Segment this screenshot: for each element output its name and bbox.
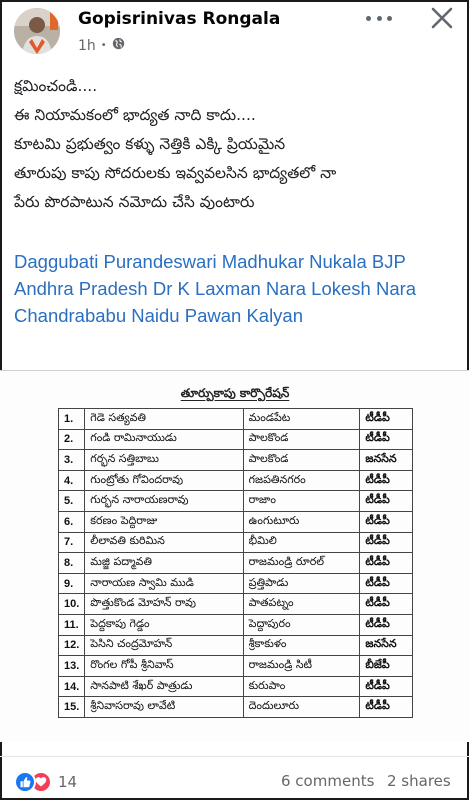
comments-count-link[interactable]: 6 comments (281, 772, 375, 790)
table-row (59, 491, 413, 512)
avatar[interactable] (14, 8, 60, 54)
meta-separator: • (100, 40, 107, 51)
party-cell: టీడీపీ (360, 491, 413, 512)
row-number-cell: 9. (59, 573, 85, 594)
constituency-cell: రాజమండ్రి సిటీ (243, 656, 360, 677)
row-number-cell: 1. (59, 409, 85, 430)
table-row (59, 573, 413, 594)
table-row (59, 511, 413, 532)
party-cell: బీజేపీ (360, 656, 413, 677)
table-row (59, 532, 413, 553)
post-text-line: ఈ నియామకంలో భాద్యత నాది కాదు.... (14, 106, 256, 124)
party-cell: టీడీపీ (360, 676, 413, 697)
table-row (59, 656, 413, 677)
constituency-cell: దెందులూరు (243, 697, 360, 718)
appointee-name-cell: పెసిని చంద్రమోహన్ (85, 635, 243, 656)
constituency-cell: శ్రీకాకుళం (243, 635, 360, 656)
party-cell: జనసేన (360, 450, 413, 471)
row-number-cell: 11. (59, 614, 85, 635)
reactions-summary[interactable] (14, 771, 77, 793)
row-number-cell: 4. (59, 470, 85, 491)
post-header (0, 0, 469, 62)
post-text (14, 72, 459, 217)
appointee-name-cell: గుర్భన నారాయణరావు (85, 491, 243, 512)
constituency-cell: మండపేట (243, 409, 360, 430)
party-cell: టీడీపీ (360, 532, 413, 553)
appointee-name-cell: సానపాటి శేఖర్ పాత్రుడు (85, 676, 243, 697)
constituency-cell: ప్రత్తిపాడు (243, 573, 360, 594)
party-cell: టీడీపీ (360, 470, 413, 491)
appointee-name-cell: పొత్తుకొండ మోహన్ రావు (85, 594, 243, 615)
appointee-name-cell: లీలావతి కురిమిన (85, 532, 243, 553)
constituency-cell: రాజమండ్రి రూరల్ (243, 553, 360, 574)
table-row (59, 553, 413, 574)
appointee-name-cell: కరణం పెద్దిరాజు (85, 511, 243, 532)
appointee-name-cell: గర్భన సత్తిబాబు (85, 450, 243, 471)
appointments-table (58, 408, 413, 718)
globe-icon (112, 37, 125, 54)
party-cell: టీడీపీ (360, 697, 413, 718)
row-number-cell: 10. (59, 594, 85, 615)
row-number-cell: 12. (59, 635, 85, 656)
table-row (59, 676, 413, 697)
constituency-cell: పాతపట్నం (243, 594, 360, 615)
row-number-cell: 5. (59, 491, 85, 512)
constituency-cell: పాలకొండ (243, 429, 360, 450)
party-cell: టీడీపీ (360, 409, 413, 430)
table-row (59, 409, 413, 430)
row-number-cell: 13. (59, 656, 85, 677)
post-text-line: క్షమించండి.... (14, 77, 98, 95)
like-reaction-icon (14, 771, 36, 793)
appointee-name-cell: పెద్దకాపు గెడ్డం (85, 614, 243, 635)
appointee-name-cell: నారాయణ స్వామి ముడి (85, 573, 243, 594)
appointee-name-cell: మజ్జి పద్మావతి (85, 553, 243, 574)
constituency-cell: పెద్దాపురం (243, 614, 360, 635)
party-cell: టీడీపీ (360, 573, 413, 594)
table-row (59, 635, 413, 656)
party-cell: టీడీపీ (360, 429, 413, 450)
row-number-cell: 8. (59, 553, 85, 574)
party-cell: టీడీపీ (360, 511, 413, 532)
table-row (59, 470, 413, 491)
constituency-cell: భీమిలి (243, 532, 360, 553)
constituency-cell: ఉంగుటూరు (243, 511, 360, 532)
post-text-line: కూటమి ప్రభుత్వం కళ్ళు నెత్తికి ఎక్కి ప్రియమైన (14, 135, 286, 153)
party-cell: టీడీపీ (360, 614, 413, 635)
row-number-cell: 7. (59, 532, 85, 553)
shares-count-link[interactable]: 2 shares (387, 772, 451, 790)
table-row (59, 450, 413, 471)
party-cell: టీడీపీ (360, 553, 413, 574)
row-number-cell: 3. (59, 450, 85, 471)
row-number-cell: 15. (59, 697, 85, 718)
post-text-line: పేరు పొరపాటున నమోదు చేసి వుంటారు (14, 193, 255, 211)
party-cell: జనసేన (360, 635, 413, 656)
post-footer (0, 756, 469, 800)
post-meta (78, 37, 125, 54)
constituency-cell: కురుపాం (243, 676, 360, 697)
appointee-name-cell: రొంగల గోపీ శ్రీనివాస్ (85, 656, 243, 677)
reaction-count: 14 (58, 773, 78, 791)
constituency-cell: రాజాం (243, 491, 360, 512)
post-text-line: తూరుపు కాపు సోదరులకు ఇవ్వవలసిన భాద్యతలో నా (14, 164, 337, 182)
author-name[interactable]: Gopisrinivas Rongala (78, 9, 281, 29)
appointee-name-cell: గండి రామినాయుడు (85, 429, 243, 450)
appointee-name-cell: గుంట్రోతు గోవిందరావు (85, 470, 243, 491)
constituency-cell: పాలకొండ (243, 450, 360, 471)
table-row (59, 594, 413, 615)
close-icon[interactable] (428, 4, 456, 32)
tagged-people-links[interactable]: Daggubati Purandeswari Madhukar Nukala BJP Andhra Pradesh Dr K Laxman Nara Lokesh Nara Chandrababu Naidu Pawan Kalyan (14, 251, 417, 326)
document-title: తూర్పుకాపు కార్పొరేషన్ (180, 386, 290, 400)
table-row (59, 429, 413, 450)
row-number-cell: 2. (59, 429, 85, 450)
appointee-name-cell: శ్రీనివాసరావు లావేటి (85, 697, 243, 718)
more-options-icon[interactable] (366, 8, 392, 28)
row-number-cell: 6. (59, 511, 85, 532)
table-row (59, 614, 413, 635)
row-number-cell: 14. (59, 676, 85, 697)
party-cell: టీడీపీ (360, 594, 413, 615)
appointee-name-cell: గెడె సత్యవతి (85, 409, 243, 430)
post-time[interactable]: 1h (78, 37, 96, 54)
constituency-cell: గజపతినగరం (243, 470, 360, 491)
table-row (59, 697, 413, 718)
